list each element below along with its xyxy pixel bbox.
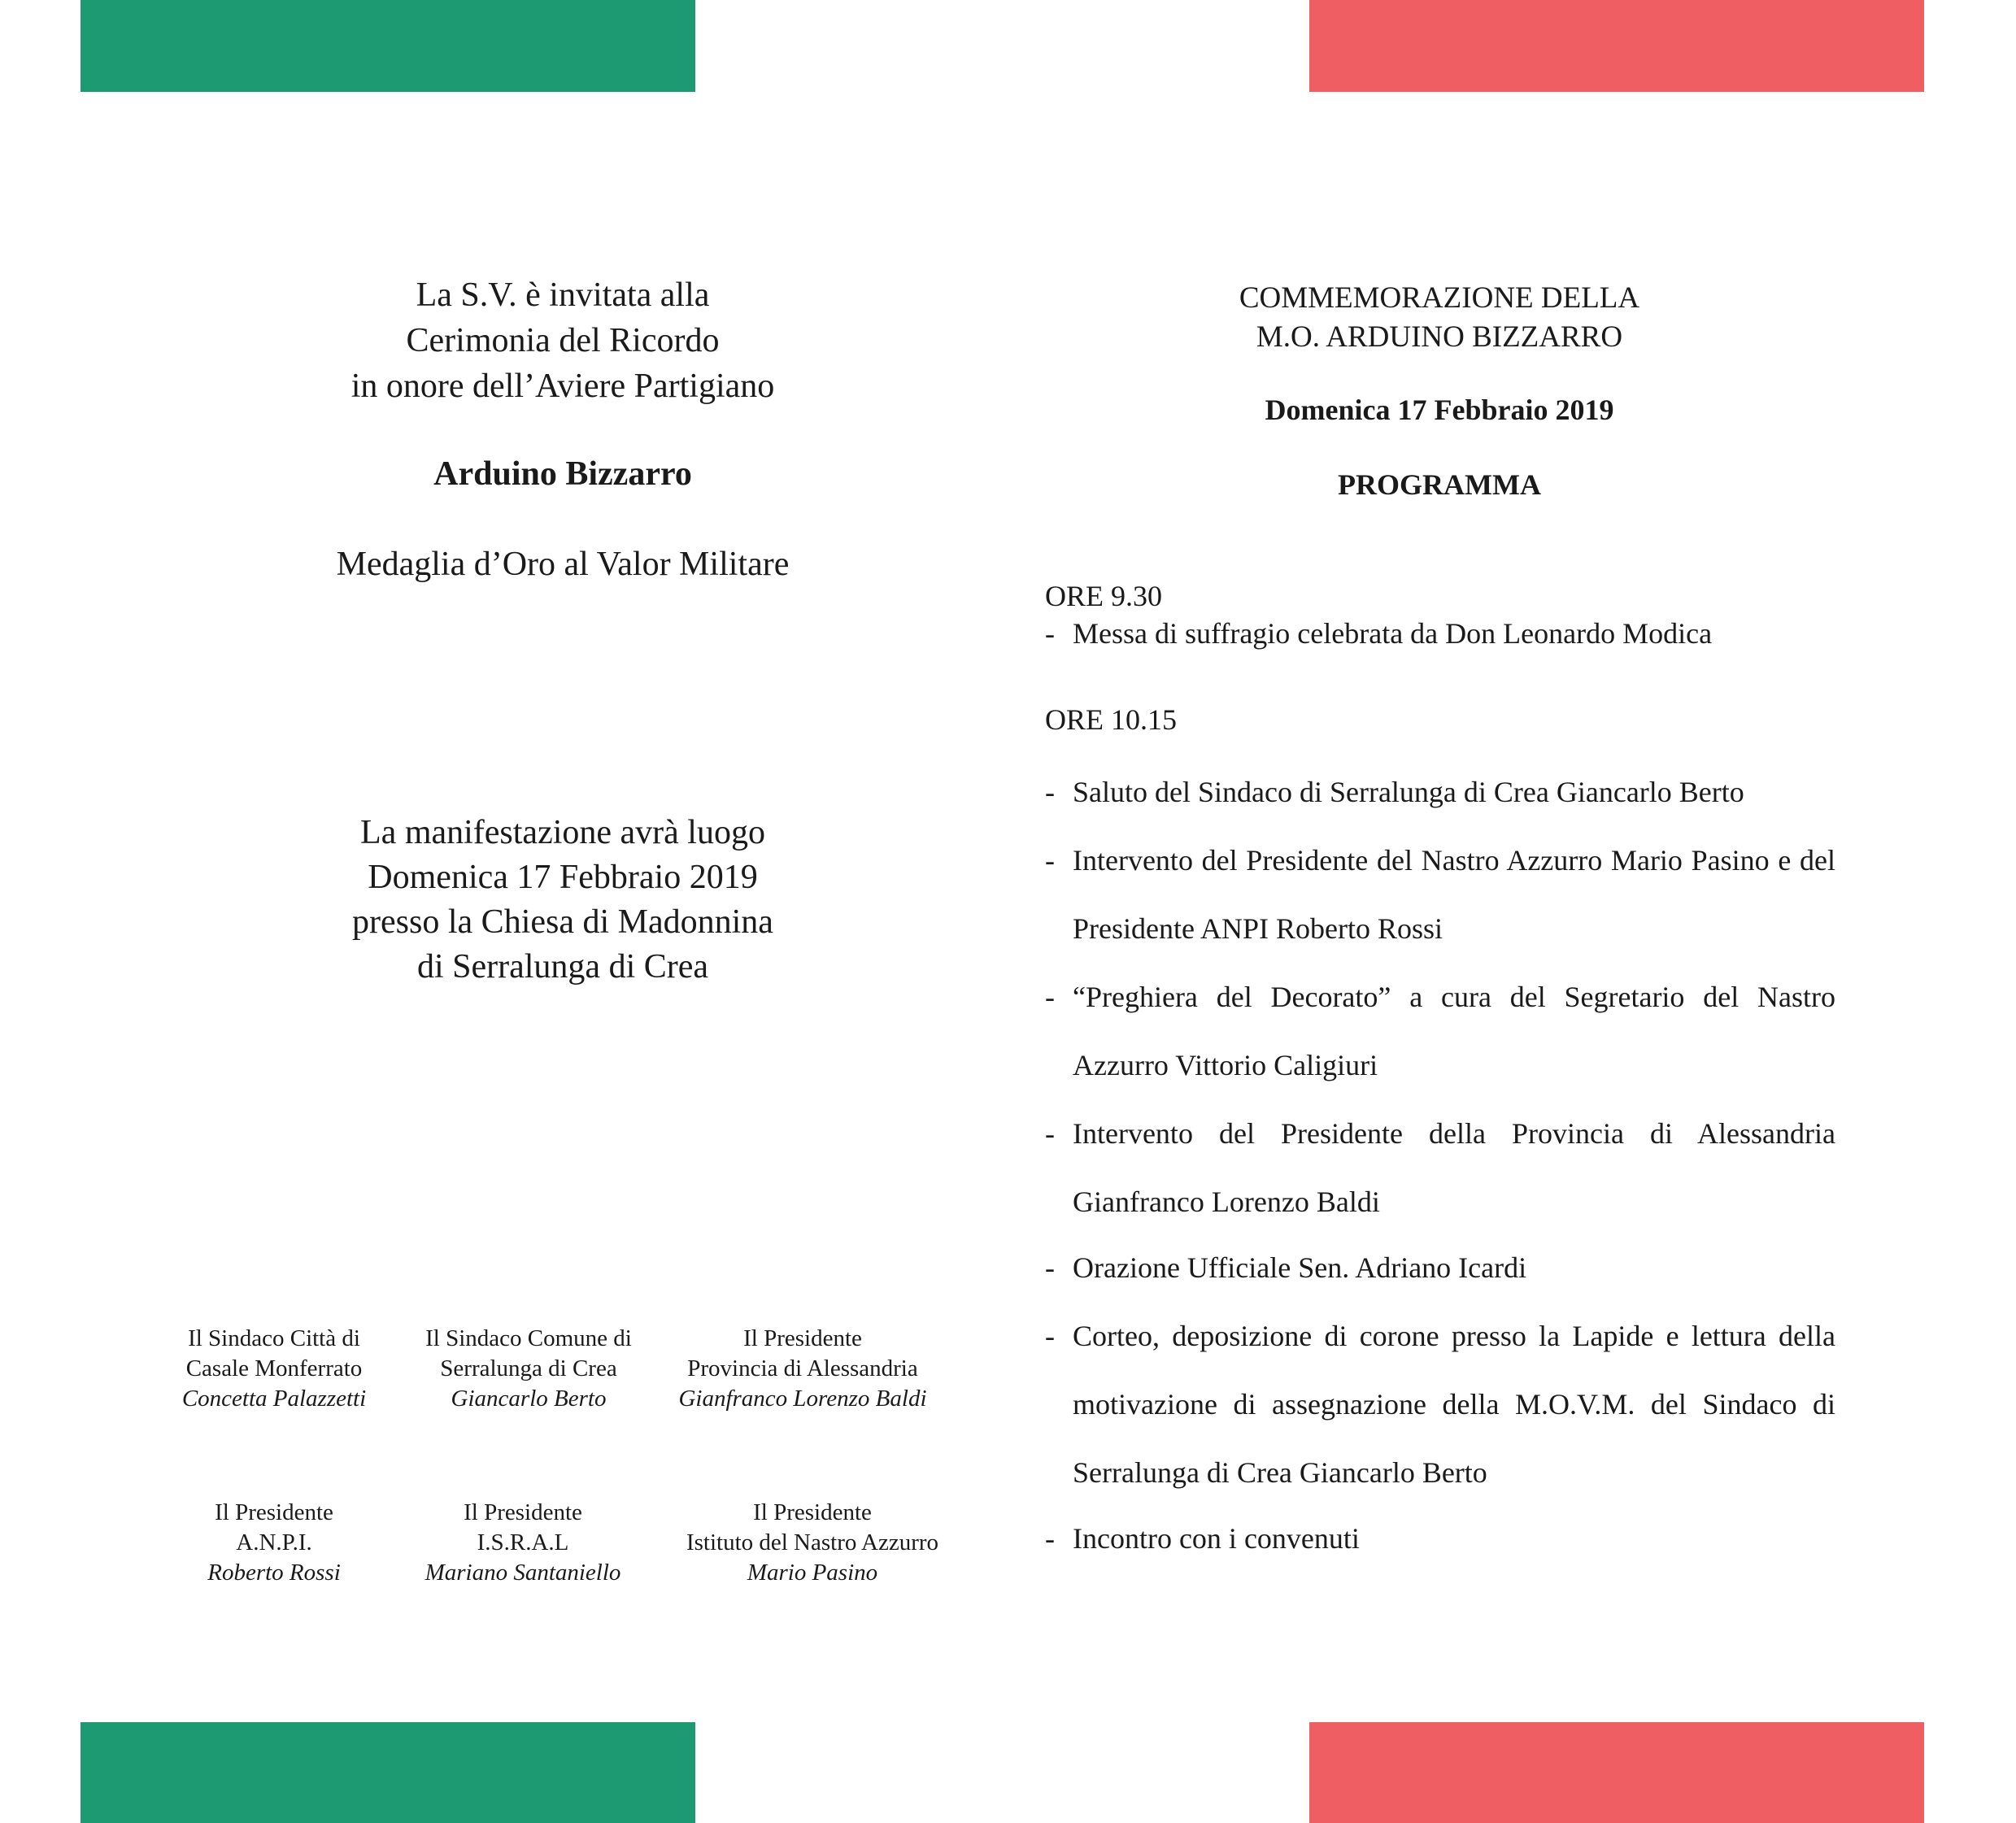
invitation-text [268, 272, 857, 409]
dash-bullet: - [1045, 981, 1055, 1013]
signatory-name: Mario Pasino [747, 1560, 878, 1586]
signatory-role: Il Presidente [215, 1499, 333, 1525]
program-item-text: Intervento del Presidente del Nastro Azzurro Mario Pasino e del Presidente ANPI Roberto Rossi [1073, 844, 1835, 945]
program-title: PROGRAMMA [1338, 468, 1541, 501]
session-time: ORE 10.15 [1045, 703, 1177, 736]
commemoration-line: M.O. ARDUINO BIZZARRO [1256, 320, 1623, 354]
red-band-bottom-right [1309, 1722, 1924, 1823]
green-band-top-left [81, 0, 695, 92]
honoree-name: Arduino Bizzarro [433, 455, 692, 493]
program-item [1045, 1233, 1835, 1302]
program-item [1045, 1504, 1835, 1573]
event-line: La manifestazione avrà luogo [360, 814, 765, 851]
program-item [1045, 963, 1835, 1099]
red-band-top-right [1309, 0, 1924, 92]
invitation-line: La S.V. è invitata alla [416, 276, 710, 314]
signatory-role: Il Presidente [743, 1325, 862, 1351]
event-line: Domenica 17 Febbraio 2019 [368, 859, 758, 896]
program-item-text: “Preghiera del Decorato” a cura del Segretario del Nastro Azzurro Vittorio Caligiuri [1073, 981, 1835, 1081]
program-item-text: Corteo, deposizione di corone presso la Lapide e lettura della motivazione di assegnazione della M.O.V.M. del Sindaco di Serralunga di Crea Giancarlo Berto [1073, 1320, 1835, 1489]
medal-title: Medaglia d’Oro al Valor Militare [336, 546, 790, 583]
signatory [377, 1498, 669, 1588]
signatory-role: Serralunga di Crea [440, 1355, 617, 1381]
signatory-role: I.S.R.A.L [477, 1529, 569, 1555]
signatory [666, 1498, 959, 1588]
commemoration-line: COMMEMORAZIONE DELLA [1239, 281, 1640, 315]
dash-bullet: - [1045, 1320, 1055, 1352]
dash-bullet: - [1045, 776, 1055, 808]
event-line: di Serralunga di Crea [416, 948, 709, 985]
session-time: ORE 9.30 [1045, 580, 1162, 612]
signatory-role: A.N.P.I. [236, 1529, 312, 1555]
signatory-name: Concetta Palazzetti [181, 1386, 367, 1412]
program-item [1045, 1302, 1835, 1507]
signatory-role: Il Sindaco Città di [188, 1325, 360, 1351]
dash-bullet: - [1045, 1117, 1055, 1150]
program-item-text: Incontro con i convenuti [1073, 1522, 1360, 1555]
dash-bullet: - [1045, 617, 1055, 650]
dash-bullet: - [1045, 844, 1055, 877]
signatory-role: Il Sindaco Comune di [425, 1325, 632, 1351]
program-item [1045, 1099, 1835, 1236]
signatory-role: Istituto del Nastro Azzurro [686, 1529, 939, 1555]
signatory-name: Gianfranco Lorenzo Baldi [678, 1386, 927, 1412]
signatory-name: Mariano Santaniello [425, 1560, 621, 1586]
signatory-name: Roberto Rossi [207, 1560, 341, 1586]
invitation-line: Cerimonia del Ricordo [406, 322, 720, 359]
program-item [1045, 826, 1835, 963]
signatory-role: Casale Monferrato [185, 1355, 363, 1381]
signatory-role: Il Presidente [464, 1499, 582, 1525]
dash-bullet: - [1045, 1522, 1055, 1555]
program-item-text: Intervento del Presidente della Provincia di Alessandria Gianfranco Lorenzo Baldi [1073, 1117, 1835, 1218]
program-date: Domenica 17 Febbraio 2019 [1265, 394, 1614, 426]
program-item [1045, 614, 1835, 653]
signatory [382, 1324, 675, 1414]
signatory-name: Giancarlo Berto [451, 1386, 607, 1412]
dash-bullet: - [1045, 1251, 1055, 1284]
program-item [1045, 758, 1835, 826]
event-details [268, 811, 857, 990]
signatory [656, 1324, 949, 1414]
green-band-bottom-left [81, 1722, 695, 1823]
signatory-role: Il Presidente [753, 1499, 872, 1525]
program-item-text: Orazione Ufficiale Sen. Adriano Icardi [1073, 1251, 1527, 1284]
program-item-text: Messa di suffragio celebrata da Don Leonardo Modica [1073, 617, 1713, 650]
invitation-line: in onore dell’Aviere Partigiano [351, 368, 775, 405]
commemoration-title [1179, 279, 1700, 357]
program-item-text: Saluto del Sindaco di Serralunga di Crea Giancarlo Berto [1073, 776, 1744, 808]
signatory-role: Provincia di Alessandria [687, 1355, 918, 1381]
signatory [128, 1324, 420, 1414]
event-line: presso la Chiesa di Madonnina [352, 903, 773, 941]
